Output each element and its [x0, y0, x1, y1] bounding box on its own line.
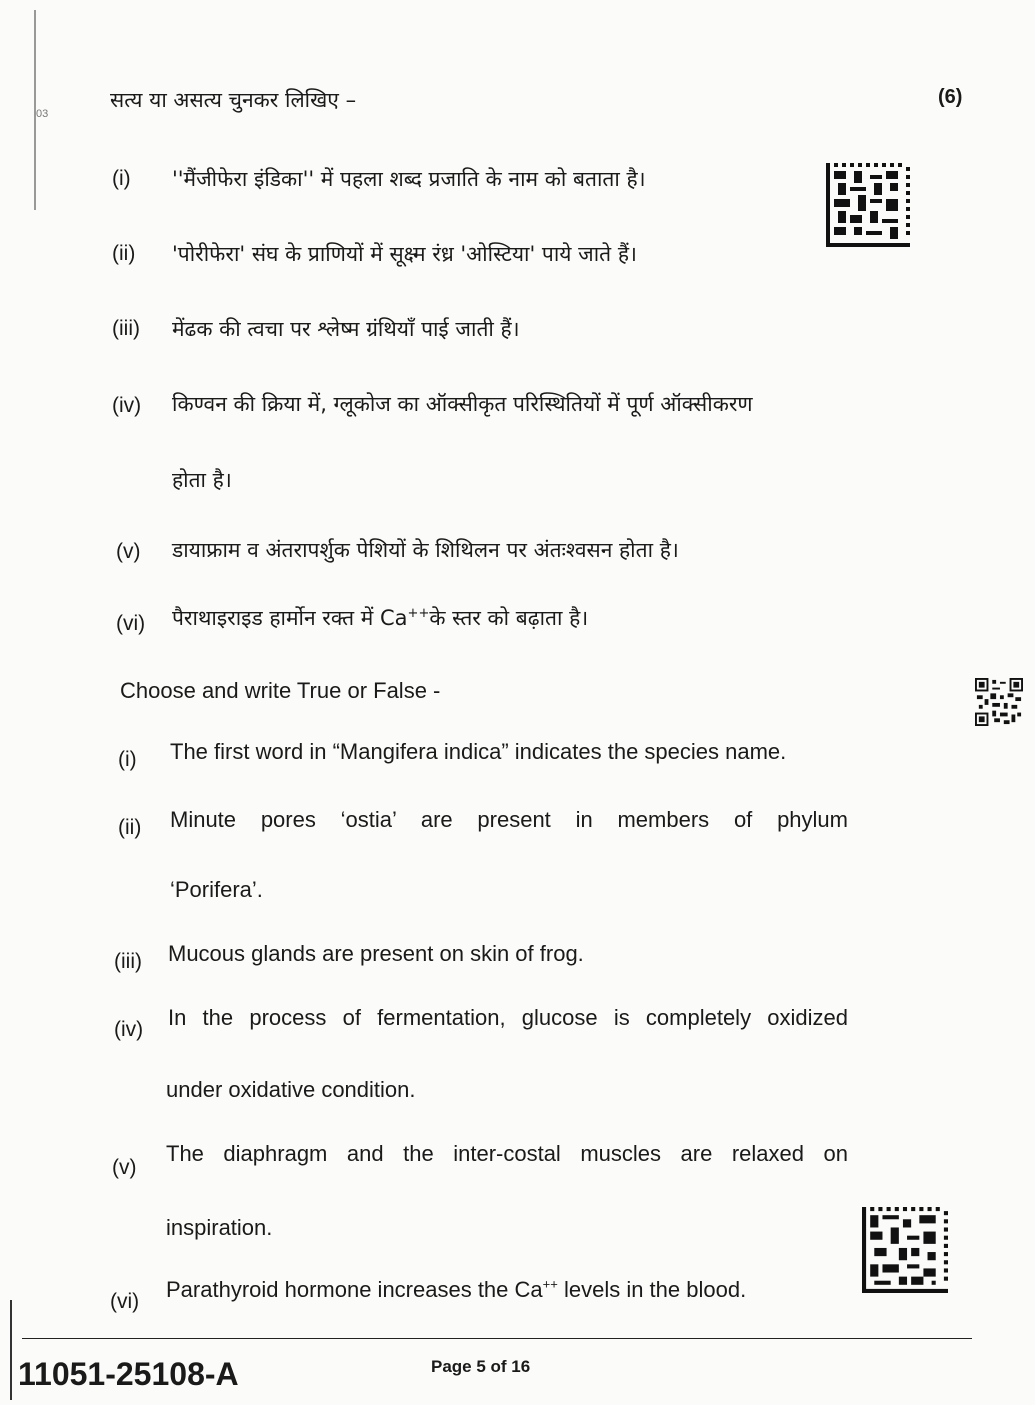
hindi-item-1-text: ''मैंजीफेरा इंडिका'' में पहला शब्द प्रजाति के नाम को बताता है। [172, 167, 646, 191]
english-item-4-number: (iv) [114, 1018, 144, 1041]
hindi-item-4-continuation: होता है। [172, 468, 232, 492]
english-item-6-number: (vi) [110, 1290, 140, 1313]
english-item-6-superscript: ++ [542, 1276, 558, 1292]
hindi-item-3-number: (iii) [112, 317, 140, 340]
footer-rule [22, 1338, 972, 1339]
page-number: Page 5 of 16 [431, 1357, 531, 1376]
hindi-item-2-number: (ii) [112, 242, 136, 265]
question-marks: (6) [938, 86, 963, 108]
hindi-heading: सत्य या असत्य चुनकर लिखिए – [110, 88, 357, 112]
english-item-2-number: (ii) [118, 816, 142, 839]
english-item-6-text [166, 1276, 746, 1304]
hindi-item-6-text-after: के स्तर को बढ़ाता है। [429, 606, 589, 630]
english-item-5-text: The diaphragm and the inter-costal muscles are relaxed on [166, 1141, 848, 1166]
english-item-3-number: (iii) [114, 950, 142, 973]
english-item-1-text: The first word in “Mangifera indica” indicates the species name. [170, 739, 787, 764]
english-item-5-number: (v) [112, 1156, 137, 1179]
qr-code-side [975, 678, 1023, 726]
hindi-item-6-text-before: पैराथाइराइड हार्मोन रक्त में Ca [172, 606, 408, 630]
english-item-1-number: (i) [118, 748, 137, 771]
datamatrix-code-top [826, 162, 910, 248]
datamatrix-code-bottom [862, 1207, 948, 1293]
hindi-item-5-text: डायाफ्राम व अंतरापर्शुक पेशियों के शिथिलन पर अंतःश्वसन होता है। [172, 538, 679, 562]
english-item-2-continuation: ‘Porifera’. [170, 877, 263, 902]
hindi-item-6-text [172, 604, 588, 632]
hindi-item-4-number: (iv) [112, 394, 142, 417]
margin-note: 03 [36, 108, 49, 120]
english-heading: Choose and write True or False - [120, 678, 441, 703]
english-item-4-text: In the process of fermentation, glucose is completely oxidized [168, 1005, 848, 1030]
hindi-item-5-number: (v) [116, 540, 141, 563]
footer-left-edge [10, 1300, 12, 1400]
english-item-5-continuation: inspiration. [166, 1215, 273, 1240]
english-item-3-text: Mucous glands are present on skin of frog. [168, 941, 584, 966]
english-item-6-text-before: Parathyroid hormone increases the Ca [166, 1277, 543, 1302]
hindi-item-4-text: किण्वन की क्रिया में, ग्लूकोज का ऑक्सीकृत परिस्थितियों में पूर्ण ऑक्सीकरण [172, 392, 753, 416]
hindi-item-3-text: मेंढक की त्वचा पर श्लेष्म ग्रंथियाँ पाई जाती हैं। [172, 317, 520, 341]
hindi-item-2-text: 'पोरीफेरा' संघ के प्राणियों में सूक्ष्म रंध्र 'ओस्टिया' पाये जाते हैं। [172, 242, 637, 266]
english-item-6-text-after: levels in the blood. [557, 1277, 747, 1302]
hindi-item-6-number: (vi) [116, 612, 146, 635]
paper-code: 11051-25108-A [18, 1356, 239, 1392]
hindi-item-1-number: (i) [112, 167, 131, 190]
hindi-item-6-superscript: ++ [407, 606, 430, 621]
english-item-4-continuation: under oxidative condition. [166, 1077, 416, 1102]
english-item-2-text: Minute pores ‘ostia’ are present in members of phylum [170, 807, 848, 832]
